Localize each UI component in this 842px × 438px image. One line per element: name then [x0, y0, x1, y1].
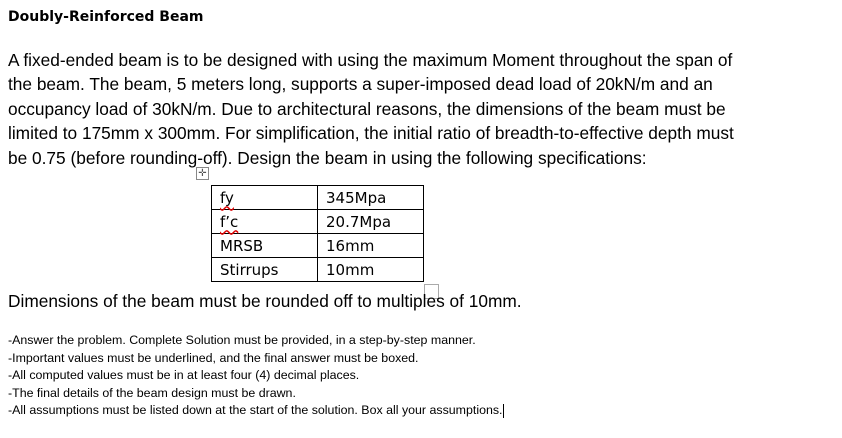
move-icon[interactable]: ✛ [196, 167, 209, 180]
spec-value: 20.7Mpa [318, 210, 424, 234]
text-cursor [503, 404, 504, 418]
spec-value: 345Mpa [318, 186, 424, 210]
table-row [212, 186, 424, 210]
spec-key: f’c [220, 212, 239, 231]
paragraph-line: be 0.75 (before rounding-off). Design the beam in using the following specifications: [8, 147, 647, 168]
instruction-item: -All computed values must be in at least four (4) decimal places. [8, 368, 360, 383]
document-title: Doubly-Reinforced Beam [8, 9, 204, 25]
problem-paragraph [8, 48, 838, 170]
spec-key: fy [220, 188, 234, 207]
table-row [212, 258, 424, 282]
paragraph-line: A fixed-ended beam is to be designed with using the maximum Moment throughout the span of [8, 50, 733, 70]
paragraph-line: the beam. The beam, 5 meters long, supports a super-imposed dead load of 20kN/m and an [8, 74, 713, 95]
paragraph-line: occupancy load of 30kN/m. Due to architectural reasons, the dimensions of the beam must be [8, 98, 726, 119]
paragraph-line: limited to 175mm x 300mm. For simplification, the initial ratio of breadth-to-effective depth must [8, 123, 734, 144]
spec-value: 16mm [318, 234, 424, 258]
table-row [212, 234, 424, 258]
spec-key: MRSB [212, 234, 318, 258]
instruction-item: -Important values must be underlined, and the final answer must be boxed. [8, 350, 419, 365]
specifications-table [211, 185, 424, 282]
spec-value: 10mm [318, 258, 424, 282]
dimensions-note: Dimensions of the beam must be rounded off to multiples of 10mm. [8, 291, 522, 311]
spec-key: Stirrups [212, 258, 318, 282]
instruction-item: -The final details of the beam design must be drawn. [8, 385, 296, 400]
instruction-item: -Answer the problem. Complete Solution must be provided, in a step-by-step manner. [8, 333, 476, 347]
table-row [212, 210, 424, 234]
instruction-item: -All assumptions must be listed down at the start of the solution. Box all your assumptions. [8, 403, 503, 418]
instructions-list [8, 332, 504, 420]
